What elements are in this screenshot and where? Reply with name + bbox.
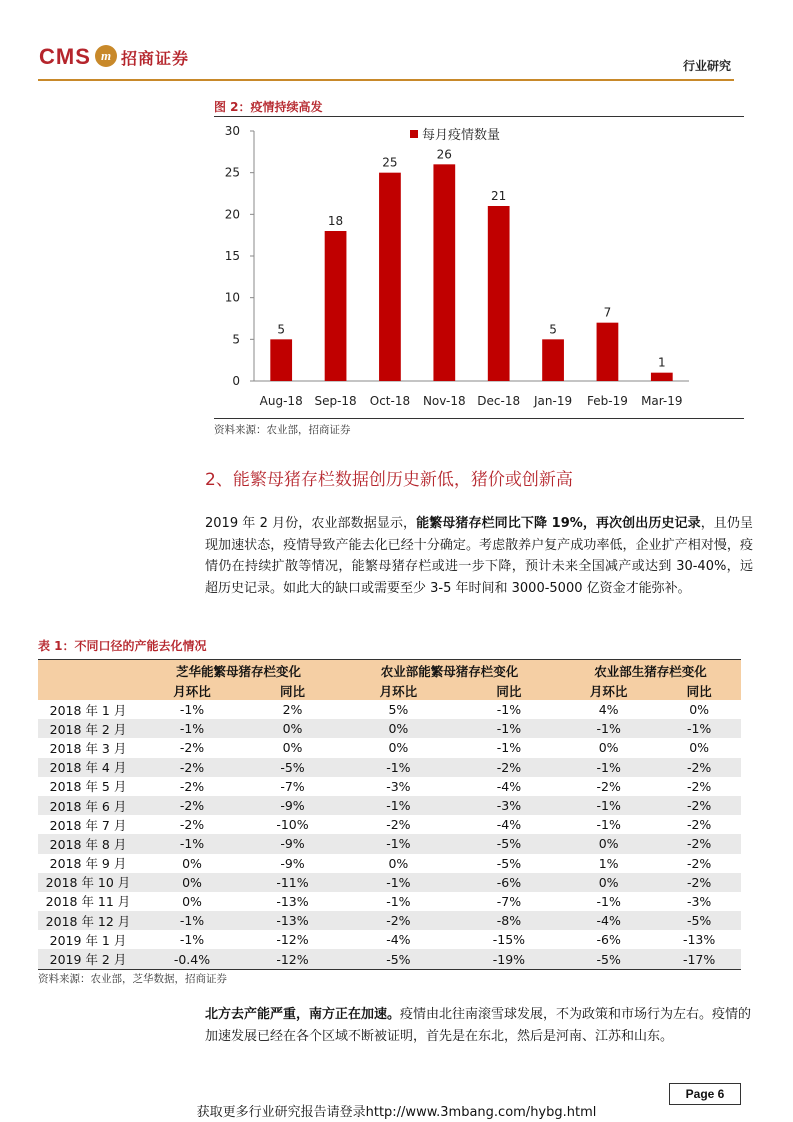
table-cell: -2% — [458, 758, 560, 777]
table-cell: -1% — [560, 758, 657, 777]
table-cell: -2% — [179, 740, 205, 756]
header-divider — [38, 79, 734, 81]
sub-header: 月环比 — [138, 681, 246, 700]
bar — [325, 231, 347, 381]
data-label: 21 — [491, 189, 507, 203]
row-label: 2018 年 12 月 — [38, 911, 138, 930]
table-cell: -2% — [138, 796, 246, 815]
row-label: 2018 年 4 月 — [38, 758, 138, 777]
table-cell: 0% — [388, 740, 409, 756]
table-row — [38, 738, 741, 757]
table-cell: -1% — [179, 932, 205, 948]
para-text-b: ，且仍呈现加速状态，疫情导致产能去化已经十分确定。考虑散养户复产成功率低，企业扩产相对慢，疫情仍在持续扩散等情况，能繁母猪存栏或进一步下降，预计未来全国减产或达到 30-40%，远超历史记录。如此大的缺口或需要至少 3-5 年时间和 3000-5000 亿资金才能弥补。 — [205, 516, 753, 596]
table-cell: -7% — [496, 893, 522, 909]
y-tick-label: 20 — [224, 207, 240, 222]
table-cell: -2% — [686, 855, 712, 871]
table-cell: -1% — [496, 702, 522, 718]
table-cell: 0% — [689, 702, 710, 718]
table-cell: -5% — [560, 949, 657, 969]
row-label: 2018 年 8 月 — [38, 834, 138, 853]
section-heading: 2、能繁母猪存栏数据创历史新低，猪价或创新高 — [205, 470, 573, 490]
para2-text: 疫情由北往南滚雪球发展，不为政策和市场行为左右。疫情的加速发展已经在各个区域不断被证明，首先是在东北，然后是河南、江苏和山东。 — [205, 1007, 752, 1044]
table-row — [38, 873, 741, 892]
row-label: 2018 年 3 月 — [49, 740, 127, 756]
table-cell: -9% — [246, 796, 339, 815]
table-row — [38, 854, 741, 873]
sub-header: 月环比 — [339, 681, 458, 700]
legend-swatch — [410, 130, 418, 138]
legend-label: 每月疫情数量 — [422, 128, 501, 143]
bar — [379, 173, 401, 381]
y-tick-label: 5 — [232, 332, 240, 347]
row-label: 2018 年 9 月 — [49, 856, 127, 872]
table-cell: -2% — [386, 817, 411, 833]
table-cell: -4% — [560, 911, 657, 930]
row-label: 2018 年 6 月 — [38, 796, 138, 815]
row-label: 2019 年 1 月 — [49, 932, 127, 948]
data-label: 7 — [603, 305, 612, 320]
figure-title: 图 2：疫情持续高发 — [214, 100, 323, 114]
body-paragraph-2 — [205, 1004, 753, 1048]
table-corner — [38, 660, 138, 682]
table-cell: 0% — [182, 893, 202, 909]
logo-badge-icon: m — [95, 45, 117, 67]
table-cell: 0% — [246, 719, 339, 738]
table-cell: -5% — [458, 834, 560, 853]
table-row — [38, 719, 741, 738]
table-cell: -2% — [657, 796, 741, 815]
table-cell: -1% — [496, 740, 522, 756]
table-cell: -2% — [686, 817, 712, 833]
x-tick-label: Sep-18 — [314, 394, 357, 408]
table-cell: -1% — [596, 817, 621, 833]
table-cell: -15% — [492, 932, 526, 948]
table-cell: -4% — [496, 778, 522, 794]
x-tick-label: Aug-18 — [259, 394, 303, 408]
row-label: 2018 年 2 月 — [38, 719, 138, 738]
table-row — [38, 949, 741, 969]
table-row — [38, 777, 741, 796]
table-cell: 1% — [598, 855, 619, 871]
table-cell: -1% — [138, 719, 246, 738]
group-header: 芝华能繁母猪存栏变化 — [138, 660, 339, 682]
table-row — [38, 796, 741, 815]
table-cell: -2% — [657, 758, 741, 777]
footer-note: 获取更多行业研究报告请登录http://www.3mbang.com/hybg.html — [196, 1105, 597, 1120]
table-cell: -11% — [246, 873, 339, 892]
table-cell: -1% — [339, 758, 458, 777]
row-label: 2018 年 5 月 — [49, 779, 127, 795]
table-cell: -1% — [458, 719, 560, 738]
para2-bold: 北方去产能严重，南方正在加速。 — [205, 1007, 401, 1022]
table-cell: -2% — [686, 778, 712, 794]
table-cell: -13% — [246, 911, 339, 930]
table-cell: -6% — [458, 873, 560, 892]
table-body — [38, 700, 741, 969]
sub-header: 月环比 — [560, 681, 657, 700]
x-tick-label: Mar-19 — [641, 394, 683, 408]
table-cell: 0% — [282, 740, 303, 756]
table-cell: -19% — [458, 949, 560, 969]
table-cell: 5% — [388, 702, 409, 718]
figure-rule-bottom — [214, 418, 744, 419]
table-cell: -6% — [596, 932, 621, 948]
table-cell: 0% — [388, 855, 409, 871]
table-cell: -1% — [339, 873, 458, 892]
x-tick-label: Dec-18 — [477, 394, 521, 408]
data-label: 5 — [277, 322, 286, 337]
table-cell: -10% — [276, 817, 309, 833]
table-cell: -4% — [386, 932, 411, 948]
table-cell: -3% — [458, 796, 560, 815]
table-row — [38, 834, 741, 853]
table-cell: 0% — [182, 855, 202, 871]
table-cell: -1% — [386, 893, 411, 909]
table-cell: -13% — [682, 932, 716, 948]
table-cell: 0% — [598, 740, 619, 756]
data-label: 26 — [436, 147, 452, 162]
table-source: 资料来源：农业部，芝华数据，招商证券 — [38, 973, 227, 985]
table-cell: -1% — [138, 911, 246, 930]
sub-header: 同比 — [246, 681, 339, 700]
table-cell: 0% — [339, 719, 458, 738]
table-row — [38, 892, 741, 911]
table-cell: -1% — [138, 834, 246, 853]
table-cell: 0% — [560, 834, 657, 853]
table-cell: -9% — [280, 855, 305, 871]
table-cell: -17% — [657, 949, 741, 969]
row-label: 2018 年 1 月 — [49, 702, 127, 718]
table-cell: -9% — [246, 834, 339, 853]
table-cell: -1% — [560, 796, 657, 815]
para-text-a: 2019 年 2 月份，农业部数据显示， — [205, 516, 417, 531]
table-cell: -1% — [560, 719, 657, 738]
y-tick-label: 30 — [224, 124, 240, 138]
table-title: 表 1：不同口径的产能去化情况 — [38, 639, 207, 653]
figure-rule-top — [214, 116, 744, 117]
row-label: 2019 年 2 月 — [38, 949, 138, 969]
table-row — [38, 758, 741, 777]
sub-header: 同比 — [657, 681, 741, 700]
table-cell: -1% — [339, 834, 458, 853]
x-tick-label: Feb-19 — [587, 394, 628, 408]
sub-header: 同比 — [458, 681, 560, 700]
table-cell: -12% — [276, 932, 309, 948]
table-row — [38, 700, 741, 719]
row-label: 2018 年 7 月 — [49, 817, 127, 833]
bar — [433, 164, 455, 381]
table-cell: 4% — [598, 702, 619, 718]
table-cell: 0% — [560, 873, 657, 892]
table-row — [38, 911, 741, 930]
table-cell: -5% — [339, 949, 458, 969]
para-bold: 能繁母猪存栏同比下降 19%，再次创出历史记录 — [416, 516, 701, 531]
table-cell: -2% — [596, 778, 621, 794]
data-label: 1 — [657, 355, 666, 370]
row-label: 2018 年 11 月 — [45, 894, 131, 910]
logo-company-name: 招商证券 — [121, 49, 190, 68]
bar — [597, 323, 619, 381]
outbreak-bar-chart — [214, 118, 704, 418]
table-cell: 2% — [282, 702, 303, 718]
body-paragraph — [205, 513, 753, 599]
logo-cms-text: CMS — [39, 44, 91, 69]
page-number: Page 6 — [669, 1083, 741, 1105]
bar — [651, 373, 673, 381]
table-corner — [38, 681, 138, 700]
table-cell: -2% — [657, 873, 741, 892]
group-header: 农业部能繁母猪存栏变化 — [339, 660, 560, 682]
row-label: 2018 年 10 月 — [38, 873, 138, 892]
table-cell: -8% — [458, 911, 560, 930]
y-tick-label: 15 — [224, 249, 240, 263]
table-cell: -4% — [496, 817, 522, 833]
data-label: 25 — [382, 155, 398, 170]
data-label: 5 — [549, 322, 557, 337]
table-row — [38, 815, 741, 834]
table-cell: -5% — [246, 758, 339, 777]
bar — [488, 206, 510, 381]
table-cell: -7% — [280, 778, 305, 794]
group-header: 农业部生猪存栏变化 — [560, 660, 741, 682]
y-tick-label: 25 — [224, 165, 240, 180]
table-cell: -3% — [386, 778, 411, 794]
bar — [542, 339, 564, 381]
table-cell: -13% — [276, 893, 309, 909]
x-tick-label: Nov-18 — [422, 394, 466, 408]
report-type: 行业研究 — [682, 59, 731, 73]
capacity-table — [38, 659, 741, 970]
table-cell: -1% — [657, 719, 741, 738]
table-cell: -1% — [596, 893, 621, 909]
table-cell: 0% — [689, 740, 710, 756]
table-cell: -2% — [657, 834, 741, 853]
y-tick-label: 0 — [232, 374, 240, 388]
figure-source: 资料来源：农业部，招商证券 — [214, 424, 351, 436]
bar — [270, 339, 292, 381]
data-label: 18 — [327, 214, 344, 228]
table-cell: -2% — [339, 911, 458, 930]
table-cell: -2% — [179, 817, 205, 833]
table-cell: -3% — [686, 893, 712, 909]
table-cell: -5% — [496, 855, 522, 871]
x-tick-label: Oct-18 — [369, 394, 411, 408]
table-cell: -2% — [179, 778, 205, 794]
table-cell: 0% — [138, 873, 246, 892]
table-cell: -5% — [657, 911, 741, 930]
x-tick-label: Jan-19 — [534, 394, 573, 408]
table-cell: -1% — [339, 796, 458, 815]
table-cell: -0.4% — [138, 949, 246, 969]
table-cell: -1% — [179, 702, 205, 718]
y-tick-label: 10 — [224, 290, 240, 305]
table-cell: -12% — [246, 949, 339, 969]
table-cell: -2% — [138, 758, 246, 777]
table-row — [38, 930, 741, 949]
